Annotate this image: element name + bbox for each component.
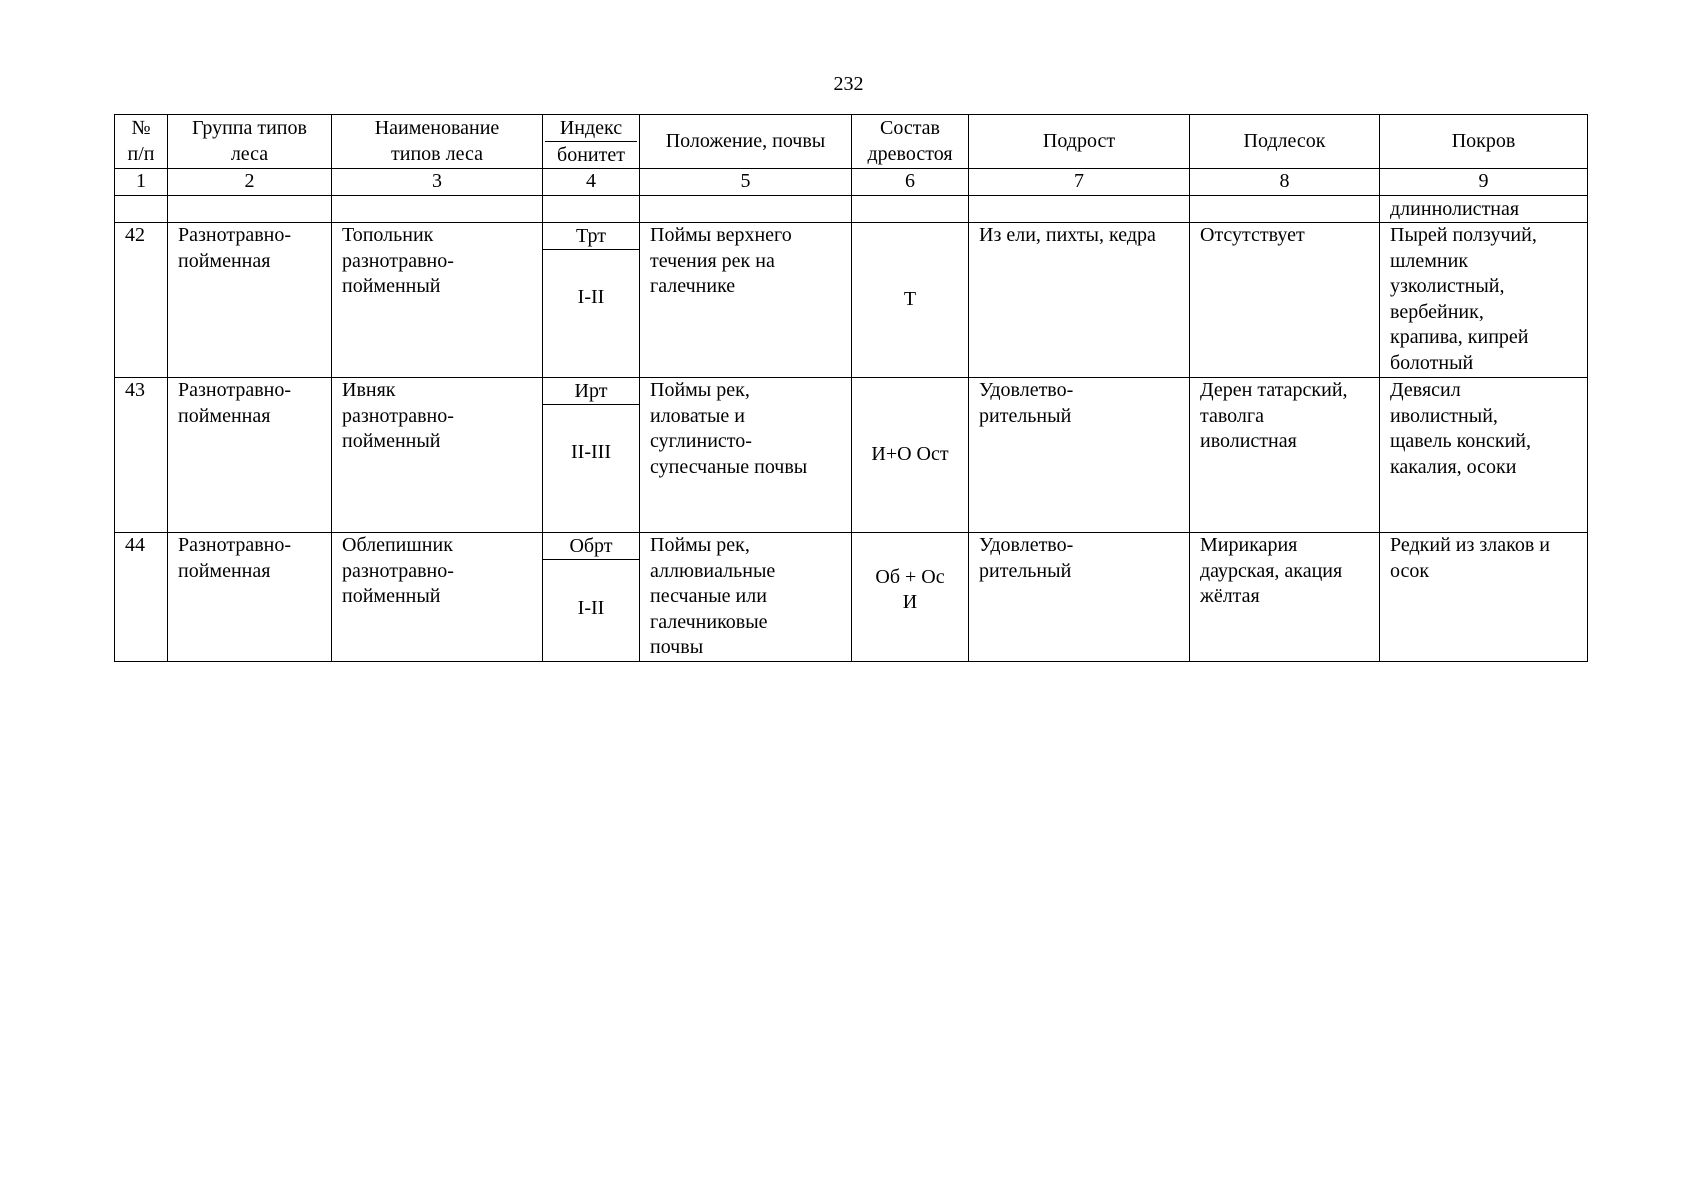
row-bonitet-wrap <box>543 250 639 374</box>
empty-cell <box>115 196 168 223</box>
page-number: 232 <box>833 73 864 95</box>
row-cover: Девясил иволистный, щавель конский, какалия, осоки <box>1380 378 1588 533</box>
row-cover: Редкий из злаков и осок <box>1380 533 1588 662</box>
row-bonitet-wrap <box>543 405 639 529</box>
column-number: 5 <box>640 169 852 196</box>
header-name: Наименование типов леса <box>332 115 543 169</box>
header-composition: Состав древостоя <box>852 115 969 169</box>
header-cover: Покров <box>1380 115 1588 169</box>
continuation-row <box>115 196 1588 223</box>
empty-cell <box>1190 196 1380 223</box>
header-underbrush: Подлесок <box>1190 115 1380 169</box>
row-undergrowth: Удовлетво- рительный <box>969 533 1190 662</box>
row-underbrush: Мирикария даурская, акация жёлтая <box>1190 533 1380 662</box>
row-name: Топольник разнотравно- пойменный <box>332 223 543 378</box>
empty-cell <box>168 196 332 223</box>
continuation-cover: длиннолистная <box>1380 196 1588 223</box>
row-position: Поймы рек, иловатые и суглинисто- супесчаные почвы <box>640 378 852 533</box>
row-undergrowth: Из ели, пихты, кедра <box>969 223 1190 378</box>
table-row <box>115 223 1588 378</box>
row-name: Ивняк разнотравно- пойменный <box>332 378 543 533</box>
column-number: 6 <box>852 169 969 196</box>
row-index-code: Трт <box>543 223 639 250</box>
header-num: № п/п <box>115 115 168 169</box>
row-underbrush: Дерен татарский, таволга иволистная <box>1190 378 1380 533</box>
row-name: Облепишник разнотравно- пойменный <box>332 533 543 662</box>
header-index-top: Индекс <box>545 115 637 142</box>
row-underbrush: Отсутствует <box>1190 223 1380 378</box>
column-number: 8 <box>1190 169 1380 196</box>
row-cover: Пырей ползучий, шлемник узколистный, вербейник, крапива, кипрей болотный <box>1380 223 1588 378</box>
column-number: 4 <box>543 169 640 196</box>
column-number: 2 <box>168 169 332 196</box>
row-group: Разнотравно- пойменная <box>168 223 332 378</box>
row-composition: Об + Ос И <box>852 533 969 662</box>
table-header-row <box>115 115 1588 169</box>
row-composition: И+О Ост <box>852 378 969 533</box>
row-position: Поймы рек, аллювиальные песчаные или галечниковые почвы <box>640 533 852 662</box>
forest-types-table <box>114 114 1588 662</box>
row-index-code: Ирт <box>543 378 639 405</box>
table-row <box>115 378 1588 533</box>
header-undergrowth: Подрост <box>969 115 1190 169</box>
column-number: 9 <box>1380 169 1588 196</box>
header-index <box>543 115 640 169</box>
empty-cell <box>543 196 640 223</box>
row-num: 44 <box>115 533 168 662</box>
row-position: Поймы верхнего течения рек на галечнике <box>640 223 852 378</box>
row-num: 43 <box>115 378 168 533</box>
column-numbers-row <box>115 169 1588 196</box>
header-position: Положение, почвы <box>640 115 852 169</box>
row-undergrowth: Удовлетво- рительный <box>969 378 1190 533</box>
row-composition: Т <box>852 223 969 378</box>
column-number: 3 <box>332 169 543 196</box>
row-num: 42 <box>115 223 168 378</box>
header-index-bottom: бонитет <box>557 144 625 166</box>
row-bonitet: I-II <box>577 286 605 309</box>
row-bonitet: I-II <box>577 597 605 620</box>
empty-cell <box>969 196 1190 223</box>
row-index <box>543 378 640 533</box>
row-bonitet: II-III <box>571 441 611 464</box>
column-number: 1 <box>115 169 168 196</box>
row-group: Разнотравно- пойменная <box>168 378 332 533</box>
row-group: Разнотравно- пойменная <box>168 533 332 662</box>
row-index <box>543 223 640 378</box>
row-index-code: Обрт <box>543 533 639 560</box>
row-index <box>543 533 640 662</box>
empty-cell <box>640 196 852 223</box>
empty-cell <box>332 196 543 223</box>
empty-cell <box>852 196 969 223</box>
header-group: Группа типов леса <box>168 115 332 169</box>
table-row <box>115 533 1588 662</box>
row-bonitet-wrap <box>543 560 639 658</box>
column-number: 7 <box>969 169 1190 196</box>
